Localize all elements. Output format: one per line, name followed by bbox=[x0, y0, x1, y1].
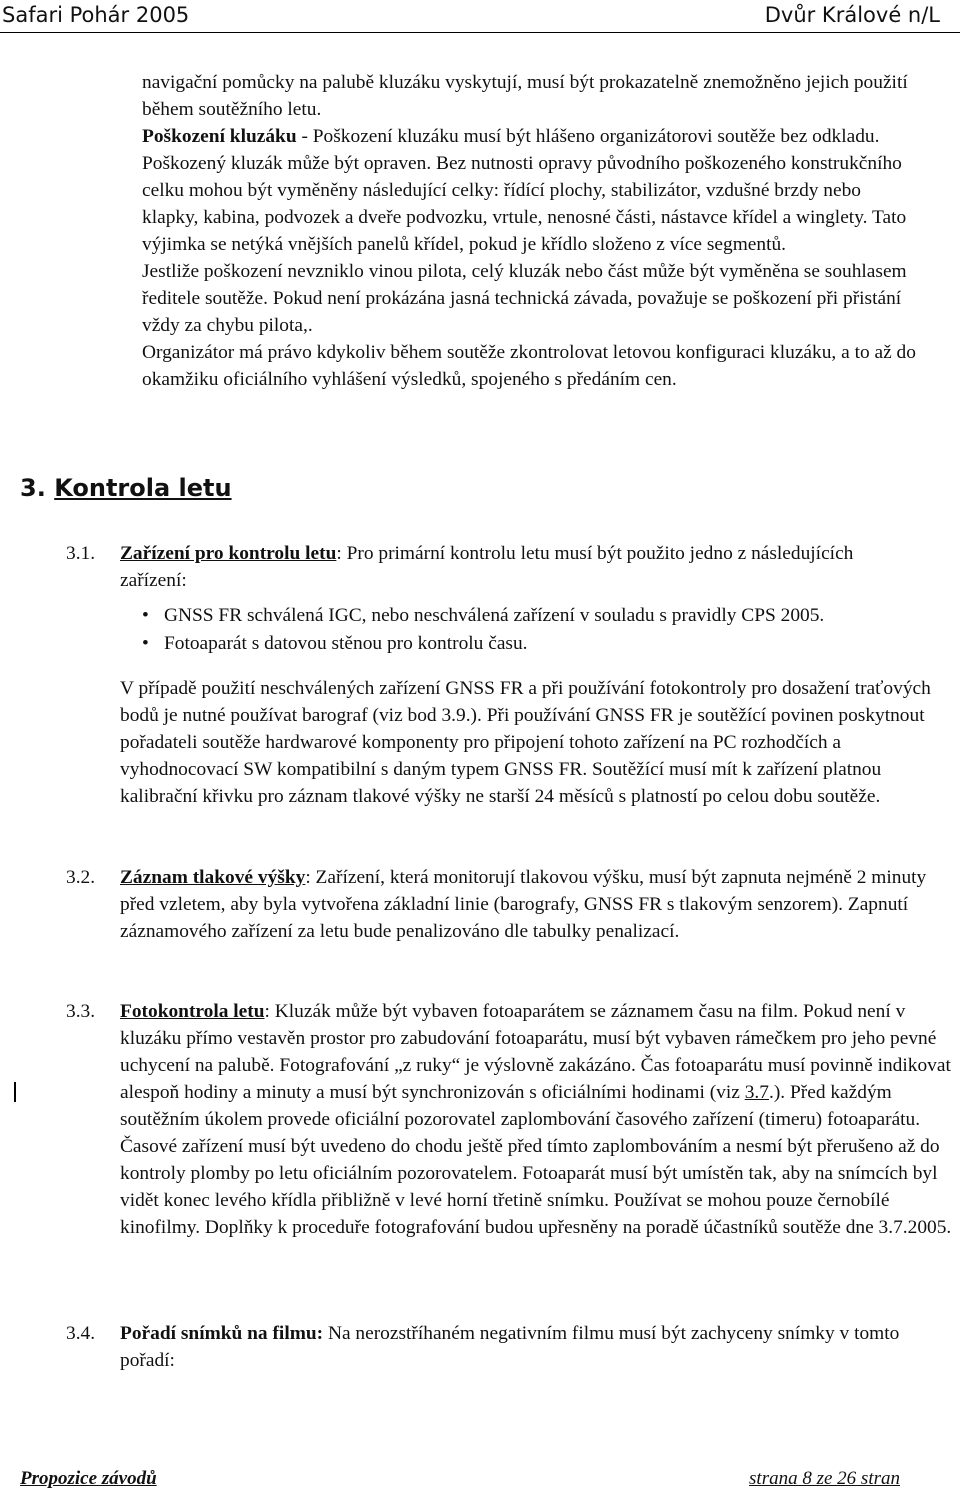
intro-line: navigační pomůcky na palubě kluzáku vyskytují, musí být prokazatelně znemožněno jejich použití během soutěžního letu. bbox=[142, 72, 908, 120]
list-item: • GNSS FR schválená IGC, nebo neschválená zařízení v souladu s pravidly CPS 2005. bbox=[142, 602, 824, 630]
item-3-4-title: Pořadí snímků na filmu: bbox=[120, 1323, 324, 1344]
device-list bbox=[142, 602, 824, 658]
damage-label: Poškození kluzáku bbox=[142, 126, 297, 147]
footer-doc-title: Propozice závodů bbox=[20, 1468, 157, 1489]
footer-page-number: strana 8 ze 26 stran bbox=[749, 1468, 900, 1489]
item-3-2-text bbox=[120, 864, 952, 945]
intro-paragraph bbox=[142, 69, 922, 393]
header-event-title: Safari Pohár 2005 bbox=[2, 3, 190, 27]
item-3-2-body: : Zařízení, která monitorují tlakovou výšku, musí být zapnuta nejméně 2 minuty před vzletem, aby byla vytvořena základní linie (barografy, GNSS FR s tlakovým senzorem). Zapnutí záznamového zařízení za letu bude penalizováno dle tabulky penalizací. bbox=[120, 867, 927, 942]
item-3-3-text bbox=[120, 998, 956, 1241]
replacement-text: Jestliže poškození nevzniklo vinou pilota, celý kluzák nebo část může být vyměněna se souhlasem ředitele soutěže. Pokud není prokázána jasná technická závada, považuje se poškození při přistání vždy za chybu pilota,. bbox=[142, 261, 907, 336]
header-location: Dvůr Králové n/L bbox=[764, 3, 940, 27]
revision-bar bbox=[14, 1082, 16, 1102]
item-3-3-title: Fotokontrola letu bbox=[120, 1001, 265, 1022]
damage-text: - Poškození kluzáku musí být hlášeno organizátorovi soutěže bez odkladu. Poškozený kluzák může být opraven. Bez nutnosti opravy původního poškozeného konstrukčního celku mohou být vyměněny následující celky: řídící plochy, stabilizátor, vzdušné brzdy nebo klapky, kabina, podvozek a dveře podvozku, vrtule, nenosné části, nástavce křídel a winglety. Tato výjimka se netýká vnějších panelů křídel, pokud je křídlo složeno z více segmentů. bbox=[142, 126, 907, 255]
item-number-3-1: 3.1. bbox=[66, 543, 96, 564]
reference-link[interactable]: 3.7 bbox=[744, 1082, 769, 1103]
item-number-3-3: 3.3. bbox=[66, 1001, 96, 1022]
item-3-2-title: Záznam tlakové výšky bbox=[120, 867, 306, 888]
item-3-3-body-b: .). Před každým soutěžním úkolem provede oficiální pozorovatel zaplombování časového zařízení (timeru) fotoaparátu. Časové zařízení musí být uvedeno do chodu ještě před tímto zaplombováním a nesmí být přerušeno až do kontroly plomby po letu oficiálním pozorovatelem. Fotoaparát musí být umístěn tak, aby na snímcích byl vidět konec levého křídla přibližně v levé horní třetině snímku. Používat se mohou pouze černobílé kinofilmy. Doplňky k proceduře fotografování budou upřesněny na poradě účastníků soutěže dne 3.7.2005. bbox=[120, 1082, 952, 1238]
item-3-4-body: Na nerozstříhaném negativním filmu musí být zachyceny snímky v tomto pořadí: bbox=[120, 1323, 900, 1371]
item-3-1-title: Zařízení pro kontrolu letu bbox=[120, 543, 337, 564]
item-3-4-text bbox=[120, 1320, 920, 1374]
page-header bbox=[0, 0, 960, 33]
section-number: 3. bbox=[20, 474, 46, 502]
item-3-1-body: : Pro primární kontrolu letu musí být použito jedno z následujících zařízení: bbox=[120, 543, 854, 591]
list-item: • Fotoaparát s datovou stěnou pro kontrolu času. bbox=[142, 630, 824, 658]
section-heading bbox=[20, 474, 232, 502]
page-footer bbox=[20, 1468, 900, 1494]
item-3-1-text bbox=[120, 540, 900, 594]
organizer-text: Organizátor má právo kdykoliv během soutěže zkontrolovat letovou konfiguraci kluzáku, a to až do okamžiku oficiálního vyhlášení výsledků, spojeného s předáním cen. bbox=[142, 342, 916, 390]
item-3-3-body-a: : Kluzák může být vybaven fotoaparátem se záznamem času na film. Pokud není v kluzáku přímo vestavěn prostor pro zabudování fotoaparátu, musí být vybaven rámečkem pro jeho pevné uchycení na palubě. Fotografování „z ruky“ je výslovně zakázáno. Čas fotoaparátu musí povinně indikovat alespoň hodiny a minuty a musí být synchronizován s oficiálními hodinami (viz bbox=[120, 1001, 951, 1103]
item-number-3-2: 3.2. bbox=[66, 867, 96, 888]
item-3-1-extra: V případě použití neschválených zařízení GNSS FR a při používání fotokontroly pro dosažení traťových bodů je nutné používat barograf (viz bod 3.9.). Při používání GNSS FR je soutěžící povinen poskytnout pořadateli soutěže hardwarové komponenty pro připojení tohoto zařízení na PC rozhodčích a vyhodnocovací SW kompatibilní s daným typem GNSS FR. Soutěžící musí mít k zařízení platnou kalibrační křivku pro záznam tlakové výšky ne starší 24 měsíců s platností po celou dobu soutěže. bbox=[120, 678, 931, 807]
section-title: Kontrola letu bbox=[54, 474, 232, 502]
item-number-3-4: 3.4. bbox=[66, 1323, 96, 1344]
